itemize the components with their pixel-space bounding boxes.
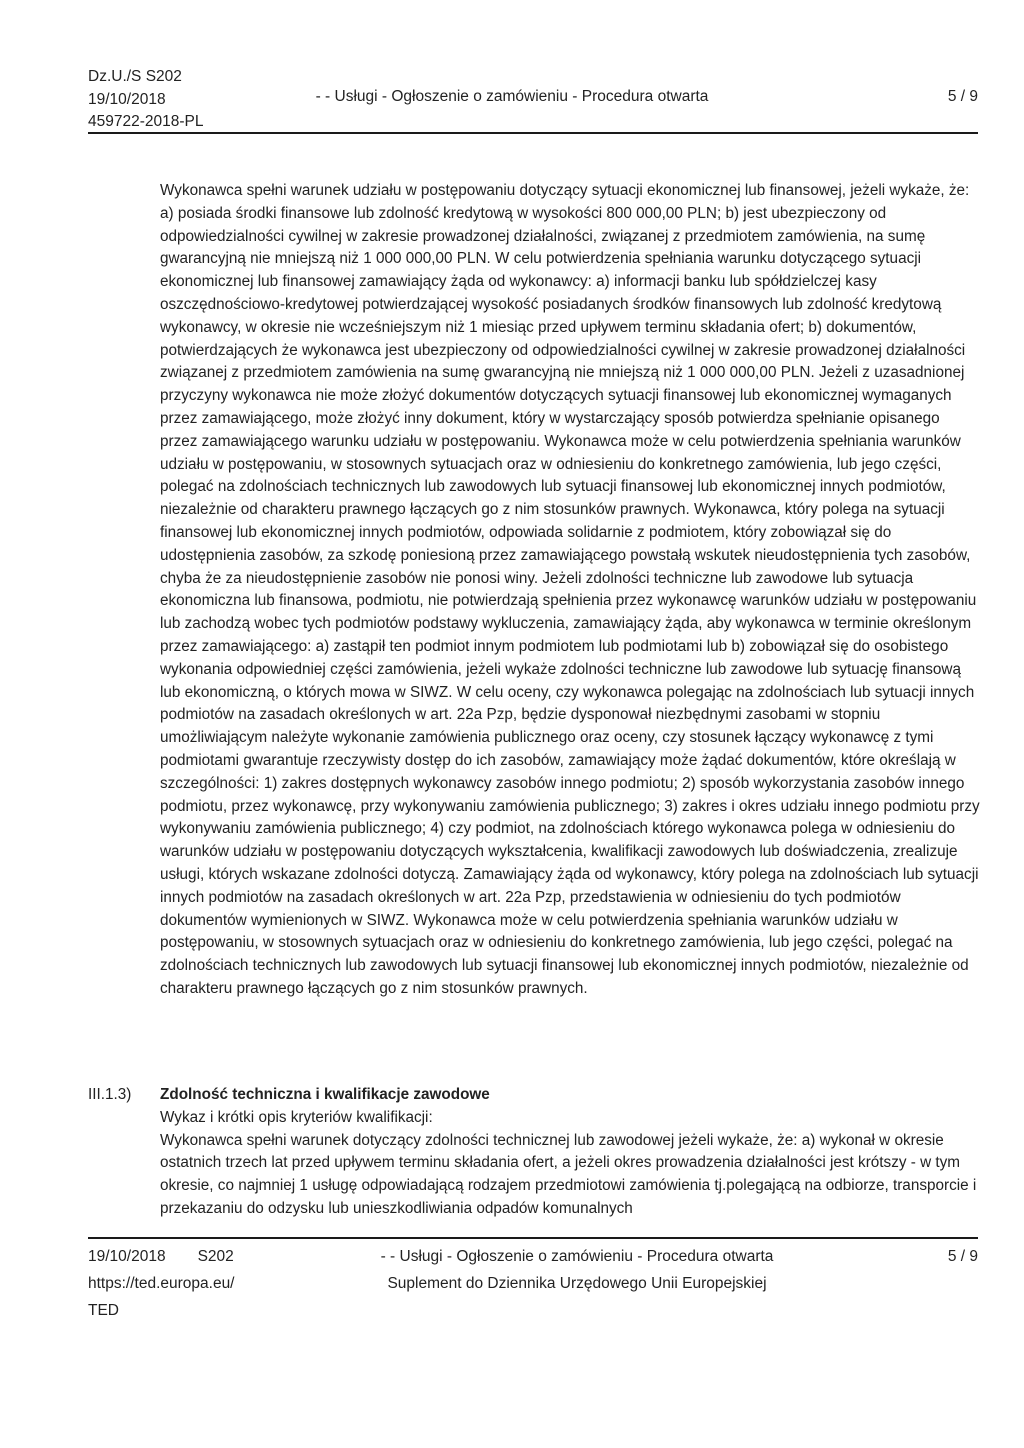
header-divider — [88, 132, 978, 134]
section-subtitle: Wykaz i krótki opis kryteriów kwalifikacji: — [160, 1108, 433, 1126]
footer-url[interactable]: https://ted.europa.eu/ — [88, 1275, 235, 1292]
footer-divider — [88, 1237, 978, 1239]
header-page-number: 5 / 9 — [947, 88, 978, 105]
section-content — [160, 1084, 980, 1221]
section-number: III.1.3) — [88, 1086, 132, 1103]
header-date: 19/10/2018 — [88, 90, 166, 108]
footer-supplement: Suplement do Dziennika Urzędowego Unii Europejskiej — [387, 1275, 767, 1292]
footer-page-number: 5 / 9 — [947, 1248, 978, 1265]
document-number: 459722-2018-PL — [88, 113, 204, 130]
section-title: Zdolność techniczna i kwalifikacje zawodowe — [160, 1086, 490, 1103]
footer-date: 19/10/2018 — [88, 1248, 166, 1265]
financial-conditions-paragraph: Wykonawca spełni warunek udziału w postępowaniu dotyczący sytuacji ekonomicznej lub finansowej, jeżeli wykaże, że: a) posiada środki finansowe lub zdolność kredytową w wysokości 800 000,00 PLN; b) jest ubezpieczony od odpowiedzialności cywilnej w zakresie prowadzonej działalności, związanej z przedmiotem zamówienia, na sumę gwarancyjną nie mniejszą niż 1 000 000,00 PLN. W celu potwierdzenia spełniania warunku dotyczącego sytuacji ekonomicznej lub finansowej zamawiający żąda od wykonawcy: a) informacji banku lub spółdzielczej kasy oszczędnościowo-kredytowej potwierdzającej wysokość posiadanych środków finansowych lub zdolność kredytową wykonawcy, w okresie nie wcześniejszym niż 1 miesiąc przed upływem terminu składania ofert; b) dokumentów, potwierdzających że wykonawca jest ubezpieczony od odpowiedzialności cywilnej w zakresie prowadzonej działalności związanej z przedmiotem zamówienia na sumę gwarancyjną nie mniejszą niż 1 000 000,00 PLN. Jeżeli z uzasadnionej przyczyny wykonawca nie może złożyć dokumentów dotyczących sytuacji finansowej lub ekonomicznej wymaganych przez zamawiającego, może złożyć inny dokument, który w wystarczający sposób potwierdza spełnianie opisanego przez zamawiającego warunku udziału w postępowaniu. Wykonawca może w celu potwierdzenia spełniania warunków udziału w postępowaniu, w stosownych sytuacjach oraz w odniesieniu do konkretnego zamówienia, lub jego części, polegać na zdolnościach technicznych lub zawodowych lub sytuacji finansowej lub ekonomicznej innych podmiotów, niezależnie od charakteru prawnego łączących go z nim stosunków prawnych. Wykonawca, który polega na sytuacji finansowej lub ekonomicznej innych podmiotów, odpowiada solidarnie z podmiotem, który zobowiązał się do udostępnienia zasobów, za szkodę poniesioną przez zamawiającego powstałą wskutek nieudostępnienia tych zasobów, chyba że za nieudostępnienie zasobów nie ponosi winy. Jeżeli zdolności techniczne lub zawodowe lub sytuacja ekonomiczna lub finansowa, podmiotu, nie potwierdzają spełnienia przez wykonawcę warunków udziału w postępowaniu lub zachodzą wobec tych podmiotów podstawy wykluczenia, zamawiający żąda, aby wykonawca w terminie określonym przez zamawiającego: a) zastąpił ten podmiot innym podmiotem lub podmiotami lub b) zobowiązał się do osobistego wykonania odpowiedniej części zamówienia, jeżeli wykaże zdolności techniczne lub zawodowe lub sytuację finansową lub ekonomiczną, o których mowa w SIWZ. W celu oceny, czy wykonawca polegając na zdolnościach lub sytuacji innych podmiotów na zasadach określonych w art. 22a Pzp, będzie dysponował niezbędnymi zasobami w stopniu umożliwiającym należyte wykonanie zamówienia publicznego oraz oceny, czy stosunek łączący wykonawcę z tymi podmiotami gwarantuje rzeczywisty dostęp do ich zasobów, zamawiający może żądać dokumentów, które określają w szczególności: 1) zakres dostępnych wykonawcy zasobów innego podmiotu; 2) sposób wykorzystania zasobów innego podmiotu, przez wykonawcę, przy wykonywaniu zamówienia publicznego; 3) zakres i okres udziału innego podmiotu przy wykonywaniu zamówienia publicznego; 4) czy podmiot, na zdolnościach którego wykonawca polega w odniesieniu do warunków udziału w postępowaniu dotyczących wykształcenia, kwalifikacji zawodowych lub doświadczenia, zrealizuje usługi, których wskazane zdolności dotyczą. Zamawiający żąda od wykonawcy, który polega na zdolnościach lub sytuacji innych podmiotów na zasadach określonych w art. 22a Pzp, przedstawienia w odniesieniu do tych podmiotów dokumentów wymienionych w SIWZ. Wykonawca może w celu potwierdzenia spełniania warunków udziału w postępowaniu, w stosownych sytuacjach oraz w odniesieniu do konkretnego zamówienia, lub jego części, polegać na zdolnościach technicznych lub zawodowych lub sytuacji finansowej lub ekonomicznej innych podmiotów, niezależnie od charakteru prawnego łączących go z nim stosunków prawnych. — [160, 182, 980, 997]
header-title: - - Usługi - Ogłoszenie o zamówieniu - Procedura otwarta — [315, 88, 709, 105]
footer-title: - - Usługi - Ogłoszenie o zamówieniu - Procedura otwarta — [380, 1248, 774, 1265]
footer-edition: S202 — [197, 1248, 234, 1265]
section-text: Wykonawca spełni warunek dotyczący zdolności technicznej lub zawodowej jeżeli wykaże, że: a) wykonał w okresie ostatnich trzech lat przed upływem terminu składania ofert, a jeżeli okres prowadzenia działalności jest krótszy - w tym okresie, co najmniej 1 usługę odpowiadającą rodzajem przedmiotowi zamówienia tj.polegającą na odbiorze, transporcie i przekazaniu do odzysku lub unieszkodliwiania odpadów komunalnych — [160, 1131, 977, 1217]
journal-reference: Dz.U./S S202 — [88, 68, 182, 85]
footer-title-block — [0, 1243, 1024, 1297]
footer-ted: TED — [88, 1302, 119, 1319]
